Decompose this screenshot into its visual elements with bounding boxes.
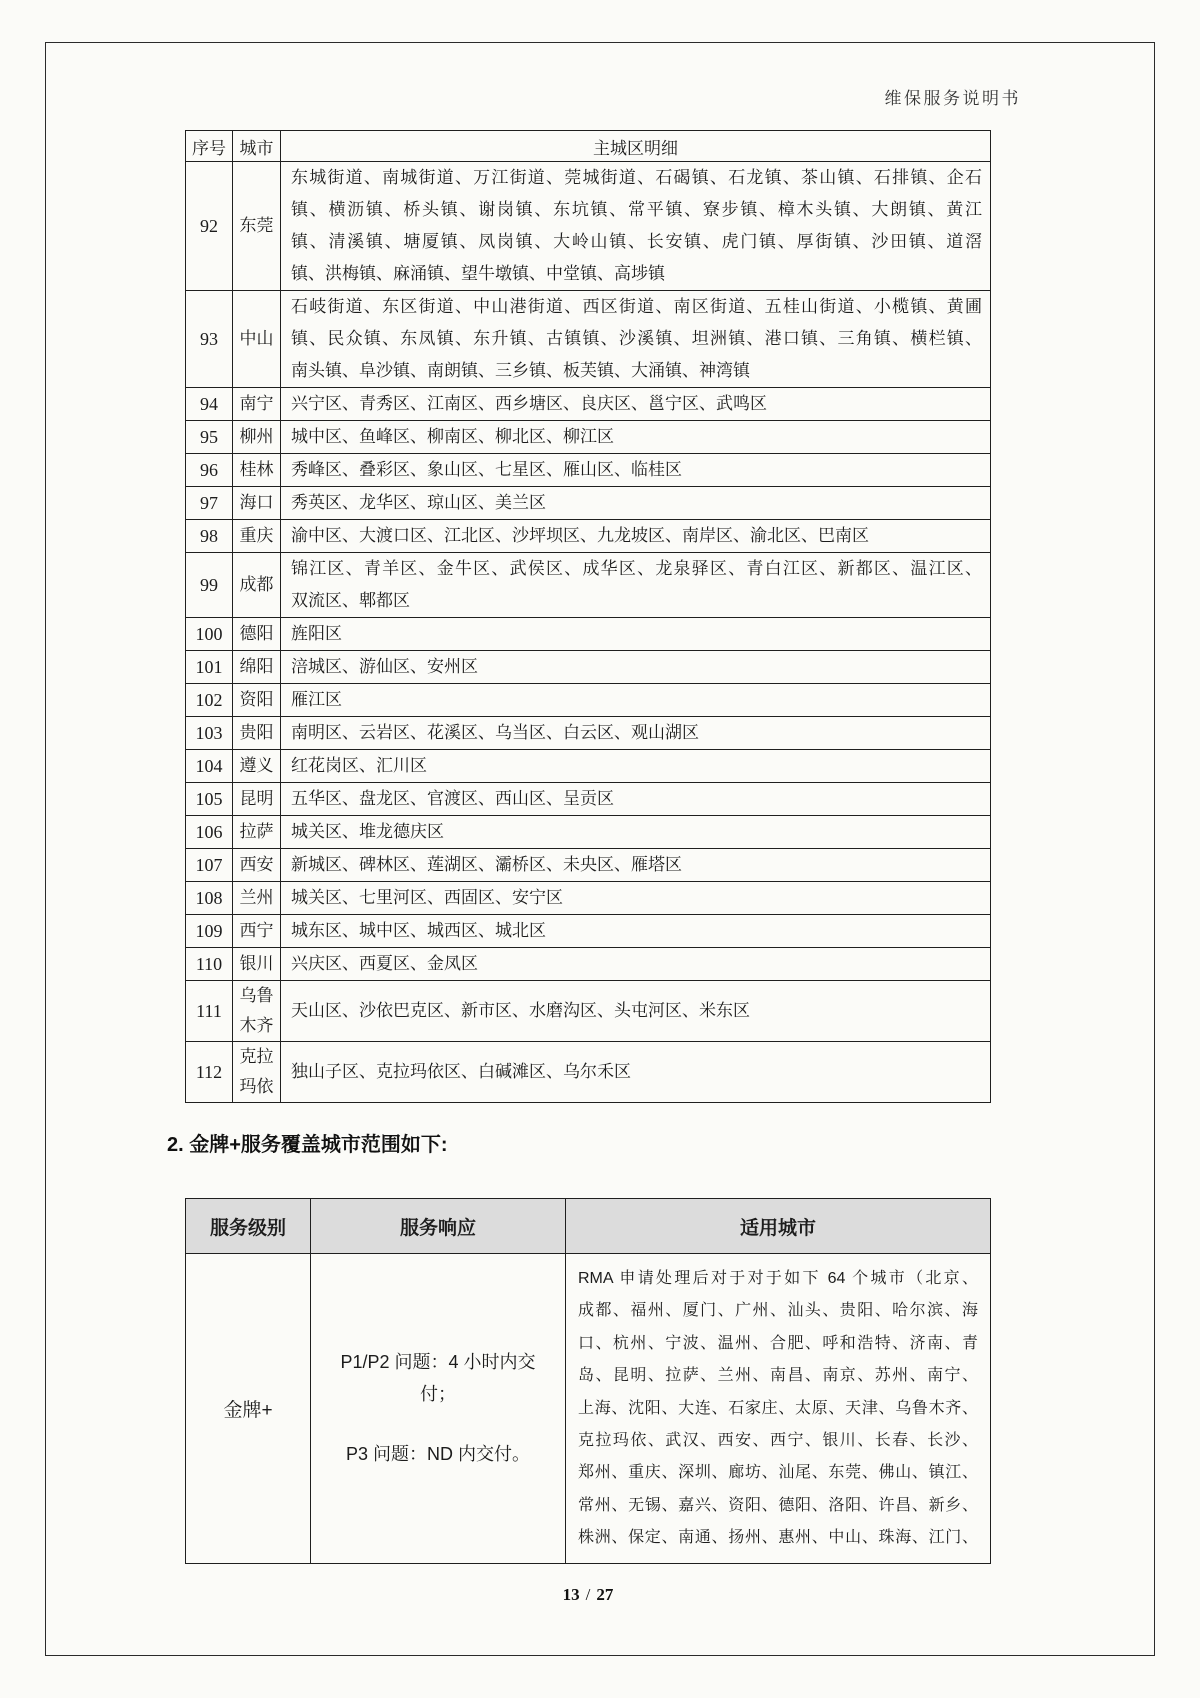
gold-plus-table-container [185, 1198, 991, 1564]
districts-cell: 旌阳区 [281, 618, 991, 651]
districts-cell: 涪城区、游仙区、安州区 [281, 651, 991, 684]
city-districts-table-body [186, 162, 991, 1103]
text-line: 镇、清溪镇、塘厦镇、凤岗镇、大岭山镇、长安镇、虎门镇、厚街镇、沙田镇、道滘 [291, 232, 982, 251]
text-line: 镇、横沥镇、桥头镇、谢岗镇、东坑镇、常平镇、寮步镇、樟木头镇、大朗镇、黄江 [291, 200, 982, 219]
districts-cell: 新城区、碑林区、莲湖区、灞桥区、未央区、雁塔区 [281, 849, 991, 882]
serial-cell: 110 [186, 948, 233, 981]
serial-cell: 98 [186, 520, 233, 553]
column-header-serial: 序号 [186, 131, 233, 162]
districts-cell: 秀英区、龙华区、琼山区、美兰区 [281, 487, 991, 520]
districts-cell: 南明区、云岩区、花溪区、乌当区、白云区、观山湖区 [281, 717, 991, 750]
serial-cell: 112 [186, 1042, 233, 1103]
serial-cell: 109 [186, 915, 233, 948]
serial-cell: 107 [186, 849, 233, 882]
districts-cell: 城东区、城中区、城西区、城北区 [281, 915, 991, 948]
table-row [186, 618, 991, 651]
districts-cell: 城中区、鱼峰区、柳南区、柳北区、柳江区 [281, 421, 991, 454]
city-districts-table [185, 130, 991, 1103]
text-line: 石岐街道、东区街道、中山港街道、西区街道、南区街道、五桂山街道、小榄镇、黄圃 [291, 297, 982, 316]
table-row [186, 291, 991, 388]
city-cell: 银川 [233, 948, 281, 981]
city-cell: 德阳 [233, 618, 281, 651]
districts-cell: 兴庆区、西夏区、金凤区 [281, 948, 991, 981]
city-districts-table-container [185, 130, 991, 1103]
section-heading: 2. 金牌+服务覆盖城市范围如下: [167, 1134, 448, 1156]
serial-cell: 93 [186, 291, 233, 388]
table-row [186, 981, 991, 1042]
response-line-p3: P3 问题：ND 内交付。 [345, 1444, 531, 1465]
city-cell: 克拉玛依 [233, 1042, 281, 1103]
response-line-p1p2: P1/P2 问题：4 小时内交付； [340, 1352, 536, 1405]
districts-cell: 秀峰区、叠彩区、象山区、七星区、雁山区、临桂区 [281, 454, 991, 487]
serial-cell: 99 [186, 553, 233, 618]
serial-cell: 97 [186, 487, 233, 520]
text-line: 常州、无锡、嘉兴、资阳、德阳、洛阳、许昌、新乡、 [578, 1496, 978, 1514]
city-cell: 乌鲁木齐 [233, 981, 281, 1042]
districts-cell [281, 162, 991, 291]
text-line: RMA 申请处理后对于对于如下 64 个城市（北京、 [578, 1270, 978, 1287]
text-line: 东城街道、南城街道、万江街道、莞城街道、石碣镇、石龙镇、茶山镇、石排镇、企石 [291, 168, 982, 187]
districts-cell: 城关区、七里河区、西固区、安宁区 [281, 882, 991, 915]
text-line: 南头镇、阜沙镇、南朗镇、三乡镇、板芙镇、大涌镇、神湾镇 [291, 361, 750, 380]
column-header-applicable-cities: 适用城市 [566, 1199, 991, 1254]
city-cell: 海口 [233, 487, 281, 520]
applicable-cities-cell [566, 1254, 991, 1564]
city-cell: 拉萨 [233, 816, 281, 849]
table-row [186, 882, 991, 915]
table-row [186, 388, 991, 421]
table-row [186, 421, 991, 454]
city-cell: 遵义 [233, 750, 281, 783]
city-cell: 兰州 [233, 882, 281, 915]
city-cell: 西安 [233, 849, 281, 882]
serial-cell: 103 [186, 717, 233, 750]
serial-cell: 94 [186, 388, 233, 421]
city-cell: 西宁 [233, 915, 281, 948]
column-header-service-level: 服务级别 [186, 1199, 311, 1254]
table-row [186, 750, 991, 783]
city-cell: 东莞 [233, 162, 281, 291]
text-line: 口、杭州、宁波、温州、合肥、呼和浩特、济南、青 [578, 1334, 978, 1352]
table-header-row [186, 1199, 991, 1254]
serial-cell: 104 [186, 750, 233, 783]
text-line: 镇、洪梅镇、麻涌镇、望牛墩镇、中堂镇、高埗镇 [291, 264, 665, 283]
districts-cell: 城关区、堆龙德庆区 [281, 816, 991, 849]
table-row [186, 651, 991, 684]
serial-cell: 106 [186, 816, 233, 849]
districts-cell: 独山子区、克拉玛依区、白碱滩区、乌尔禾区 [281, 1042, 991, 1103]
table-row [186, 849, 991, 882]
page-number-total: 27 [596, 1585, 614, 1604]
serial-cell: 96 [186, 454, 233, 487]
table-row [186, 915, 991, 948]
districts-cell: 五华区、盘龙区、官渡区、西山区、呈贡区 [281, 783, 991, 816]
table-row [186, 520, 991, 553]
text-line: 双流区、郫都区 [291, 591, 410, 610]
table-row [186, 1042, 991, 1103]
text-line: 镇、民众镇、东凤镇、东升镇、古镇镇、沙溪镇、坦洲镇、港口镇、三角镇、横栏镇、 [291, 329, 982, 348]
serial-cell: 92 [186, 162, 233, 291]
table-row [186, 162, 991, 291]
column-header-city: 城市 [233, 131, 281, 162]
text-line: 郑州、重庆、深圳、廊坊、汕尾、东莞、佛山、镇江、 [578, 1464, 978, 1482]
city-cell: 成都 [233, 553, 281, 618]
serial-cell: 101 [186, 651, 233, 684]
city-cell: 中山 [233, 291, 281, 388]
table-row [186, 816, 991, 849]
page-number-footer [185, 1585, 991, 1605]
table-row [186, 553, 991, 618]
city-cell: 绵阳 [233, 651, 281, 684]
page-number-separator: / [585, 1585, 591, 1604]
text-line: 株洲、保定、南通、扬州、惠州、中山、珠海、江门、 [578, 1529, 978, 1547]
city-cell: 资阳 [233, 684, 281, 717]
text-line: 成都、福州、厦门、广州、汕头、贵阳、哈尔滨、海 [578, 1302, 978, 1320]
city-cell: 重庆 [233, 520, 281, 553]
document-header-title: 维保服务说明书 [884, 89, 1021, 108]
column-header-districts: 主城区明细 [281, 131, 991, 162]
districts-cell: 兴宁区、青秀区、江南区、西乡塘区、良庆区、邕宁区、武鸣区 [281, 388, 991, 421]
table-row [186, 783, 991, 816]
table-row [186, 1254, 991, 1564]
service-response-cell [311, 1254, 566, 1564]
districts-cell [281, 291, 991, 388]
serial-cell: 102 [186, 684, 233, 717]
text-line: 锦江区、青羊区、金牛区、武侯区、成华区、龙泉驿区、青白江区、新都区、温江区、 [291, 559, 982, 578]
districts-cell: 天山区、沙依巴克区、新市区、水磨沟区、头屯河区、米东区 [281, 981, 991, 1042]
text-line: 岛、昆明、拉萨、兰州、南昌、南京、苏州、南宁、 [578, 1367, 978, 1385]
table-row [186, 454, 991, 487]
table-header-row [186, 131, 991, 162]
districts-cell [281, 553, 991, 618]
table-row [186, 487, 991, 520]
districts-cell: 红花岗区、汇川区 [281, 750, 991, 783]
page-number-current: 13 [562, 1585, 580, 1604]
serial-cell: 111 [186, 981, 233, 1042]
serial-cell: 105 [186, 783, 233, 816]
serial-cell: 100 [186, 618, 233, 651]
table-row [186, 684, 991, 717]
city-cell: 贵阳 [233, 717, 281, 750]
column-header-service-response: 服务响应 [311, 1199, 566, 1254]
table-row [186, 948, 991, 981]
city-cell: 桂林 [233, 454, 281, 487]
table-row [186, 717, 991, 750]
city-cell: 柳州 [233, 421, 281, 454]
text-line: 克拉玛依、武汉、西安、西宁、银川、长春、长沙、 [578, 1432, 978, 1450]
districts-cell: 渝中区、大渡口区、江北区、沙坪坝区、九龙坡区、南岸区、渝北区、巴南区 [281, 520, 991, 553]
gold-plus-service-table [185, 1198, 991, 1564]
service-level-cell: 金牌+ [186, 1254, 311, 1564]
city-cell: 昆明 [233, 783, 281, 816]
city-cell: 南宁 [233, 388, 281, 421]
applicable-cities-text [578, 1263, 978, 1555]
serial-cell: 108 [186, 882, 233, 915]
districts-cell: 雁江区 [281, 684, 991, 717]
text-line: 上海、沈阳、大连、石家庄、太原、天津、乌鲁木齐、 [578, 1399, 978, 1417]
serial-cell: 95 [186, 421, 233, 454]
